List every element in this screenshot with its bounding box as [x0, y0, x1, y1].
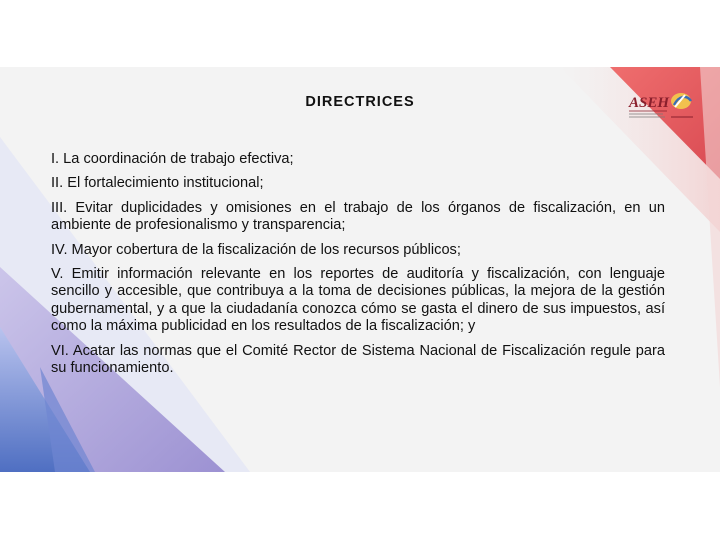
directive-item-5: V. Emitir información relevante en los reportes de auditoría y fiscalización, con lenguaje sencillo y accesible, que contribuya a la toma de decisiones públicas, la mejora de la gestión gubernamental, y a que la ciudadanía conozca cómo se gasta el dinero de sus impuestos, así como la máxima publicidad en los resultados de la fiscalización; y [51, 266, 665, 335]
directives-list [51, 151, 665, 384]
directive-item-1: I. La coordinación de trabajo efectiva; [51, 151, 294, 167]
slide [0, 67, 720, 472]
slide-title: DIRECTRICES [305, 94, 415, 110]
directive-item-2: II. El fortalecimiento institucional; [51, 175, 264, 192]
directive-item-6: VI. Acatar las normas que el Comité Rector de Sistema Nacional de Fiscalización regule para su funcionamiento. [51, 342, 665, 377]
aseh-logo [627, 91, 695, 125]
directive-item-4: IV. Mayor cobertura de la fiscalización de los recursos públicos; [51, 241, 461, 258]
directive-item-3: III. Evitar duplicidades y omisiones en el trabajo de los órganos de fiscalización, en un ambiente de profesionalismo y transparencia; [51, 199, 665, 234]
svg-text:ASEH: ASEH [629, 95, 670, 111]
